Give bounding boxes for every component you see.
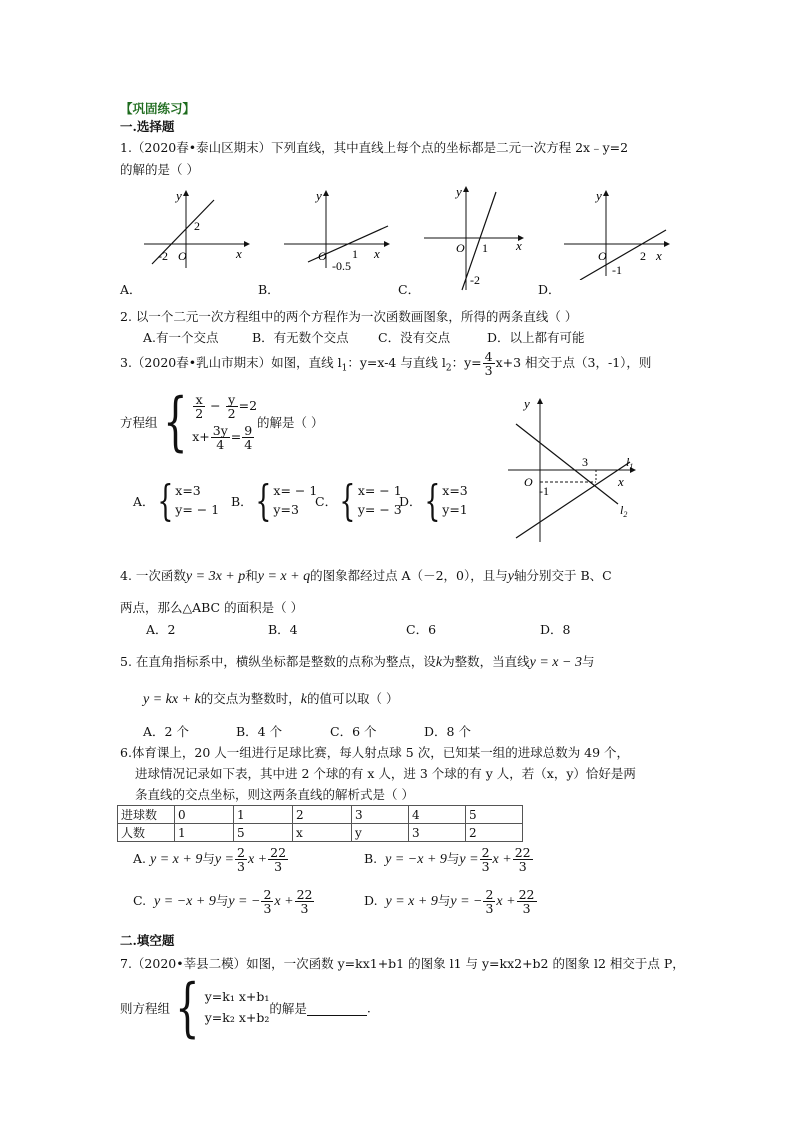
q3-brace: { <box>162 385 188 459</box>
q4-option-c[interactable]: C．6 <box>406 622 437 637</box>
table-cell: y <box>352 824 409 842</box>
q3-graph <box>502 394 652 544</box>
q3-graph-o: O <box>524 475 533 489</box>
q4-option-b[interactable]: B．4 <box>268 622 298 637</box>
q7-brace: { <box>175 971 200 1045</box>
q1-a-o: O <box>178 249 187 263</box>
q3-option-c[interactable]: C．{ x= − 1 y= − 3 <box>315 476 402 525</box>
q1-d-x: x <box>656 248 662 263</box>
q3-option-a[interactable]: A．{ x=3 y= − 1 <box>133 476 220 525</box>
q4-stem-line2: 两点，那么△ABC 的面积是（ ） <box>120 600 304 615</box>
table-cell: 2 <box>466 824 523 842</box>
q2-stem: 2. 以一个二元一次方程组中的两个方程作为一次函数画图象，所得的两条直线（ ） <box>120 309 578 324</box>
q6-stem-line2: 进球情况记录如下表，其中进 2 个球的有 x 人，进 3 个球的有 y 人，若（x，y）恰好是两 <box>135 766 636 781</box>
q1-a-t2: -2 <box>158 249 168 263</box>
q3-graph-l2: $l_2$ <box>620 503 628 519</box>
q7-stem-line1: 7.（2020•莘县二模）如图，一次函数 y=kx1+b1 的图象 l1 与 y=kx2+b2 的图象 l2 相交于点 P， <box>120 956 685 971</box>
q4-option-d[interactable]: D．8 <box>540 622 571 637</box>
q1-option-b[interactable]: B． <box>258 282 280 297</box>
q3-frac: $\frac{4}{3}$ <box>484 349 493 379</box>
table-cell: 人数 <box>118 824 175 842</box>
table-cell: 2 <box>293 806 352 824</box>
section-choice: 一.选择题 <box>120 119 175 134</box>
q1-option-c[interactable]: C． <box>398 282 421 297</box>
q3-graph-l1: $l_1$ <box>626 455 634 471</box>
q5-option-c[interactable]: C．6 个 <box>330 724 377 739</box>
q4-option-a[interactable]: A．2 <box>146 622 176 637</box>
q3-graph-y: y <box>524 396 530 411</box>
q1-c-x: x <box>516 238 522 253</box>
table-cell: 0 <box>175 806 234 824</box>
q6-option-c[interactable]: C. y = −x + 9与y = − $\frac{2}{3}$ x + $\frac{22}{3}$ <box>133 887 313 917</box>
table-row <box>118 806 523 824</box>
section-fill: 二.填空题 <box>120 933 175 948</box>
table-cell: 1 <box>234 806 293 824</box>
q2-option-c[interactable]: C．没有交点 <box>378 330 451 345</box>
q1-c-t2: -2 <box>470 273 480 287</box>
q1-graph-d <box>560 188 672 280</box>
q1-graph-c <box>420 184 532 292</box>
q6-table <box>117 805 523 842</box>
q3-graph-3: 3 <box>582 455 588 469</box>
q2-option-d[interactable]: D．以上都有可能 <box>487 330 585 345</box>
q1-stem-line1: 1.（2020春•泰山区期末）下列直线，其中直线上每个点的坐标都是二元一次方程 2x﹣y=2 <box>120 140 629 155</box>
q1-d-t2: -1 <box>612 263 622 277</box>
table-cell: 3 <box>409 824 466 842</box>
q6-option-d[interactable]: D. y = x + 9与y = − $\frac{2}{3}$ x + $\frac{22}{3}$ <box>364 887 535 917</box>
q6-stem-line3: 条直线的交点坐标，则这两条直线的解析式是（ ） <box>135 787 414 802</box>
table-cell: 进球数 <box>118 806 175 824</box>
table-cell: 3 <box>352 806 409 824</box>
q5-stem-line1: 5. 在直角指标系中，横纵坐标都是整数的点称为整点，设k为整数，当直线y = x − 3与 <box>120 654 595 670</box>
q1-c-t1: 1 <box>482 241 488 255</box>
q1-b-t1: 1 <box>352 247 358 261</box>
q5-stem-line2: y = kx + k的交点为整数时，k的值可以取（ ） <box>143 691 399 707</box>
table-cell: 4 <box>409 806 466 824</box>
q5-option-a[interactable]: A．2 个 <box>143 724 189 739</box>
q6-option-a[interactable]: A. y = x + 9与y = $\frac{2}{3}$ x + $\frac{22}{3}$ <box>133 845 287 875</box>
q1-a-x: x <box>236 246 242 261</box>
q1-stem-line2: 的解的是（ ） <box>120 162 199 177</box>
q1-c-y: y <box>456 184 462 199</box>
q2-option-a[interactable]: A.有一个交点 <box>143 330 219 345</box>
q1-a-y: y <box>176 188 182 203</box>
q6-stem-line1: 6.体育课上，20 人一组进行足球比赛，每人射点球 5 次，已知某一组的进球总数为 49 个， <box>120 745 630 760</box>
q1-b-y: y <box>316 188 322 203</box>
q3-option-b[interactable]: B．{ x= − 1 y=3 <box>231 476 318 525</box>
q6-option-b[interactable]: B. y = −x + 9与y = $\frac{2}{3}$ x + $\frac{22}{3}$ <box>364 845 531 875</box>
q7-system: 则方程组{ y=k₁ x+b₁ y=k₂ x+b₂ 的解是 . <box>120 971 371 1045</box>
q2-option-b[interactable]: B．有无数个交点 <box>252 330 349 345</box>
table-row <box>118 824 523 842</box>
q1-b-x: x <box>374 246 380 261</box>
q1-d-y: y <box>596 188 602 203</box>
q5-option-b[interactable]: B．4 个 <box>236 724 283 739</box>
q3-option-d[interactable]: D．{ x=3 y=1 <box>399 476 468 525</box>
q3-graph-x: x <box>618 474 624 489</box>
table-cell: 1 <box>175 824 234 842</box>
q1-c-o: O <box>456 241 465 255</box>
q1-b-t2: -0.5 <box>332 259 351 270</box>
q7-answer-blank[interactable] <box>307 1001 367 1016</box>
table-cell: 5 <box>466 806 523 824</box>
q1-b-o: O <box>318 249 327 263</box>
table-cell: x <box>293 824 352 842</box>
q4-stem-line1: 4. 一次函数y = 3x + p和y = x + q的图象都经过点 A（－2，0），且与y轴分别交于 B、C <box>120 568 612 584</box>
q1-d-t1: 2 <box>640 249 646 263</box>
q1-option-a[interactable]: A． <box>120 282 142 297</box>
q3-graph-neg1: -1 <box>539 484 549 498</box>
table-cell: 5 <box>234 824 293 842</box>
q1-graph-b <box>280 188 392 270</box>
q5-option-d[interactable]: D．8 个 <box>424 724 471 739</box>
q3-stem: 3.（2020春•乳山市期末）如图，直线 $l_1$：y=x-4 与直线 $l_2$：y= $\frac{4}{3}$ x+3 相交于点（3，-1），则 <box>120 349 652 379</box>
q1-graph-a <box>140 188 252 270</box>
q1-d-o: O <box>598 249 607 263</box>
q1-a-t1: 2 <box>194 219 200 233</box>
section-consolidate: 【巩固练习】 <box>120 101 196 116</box>
q1-option-d[interactable]: D． <box>538 282 561 297</box>
q3-system: 方程组{ $\frac{x}{2}$ − $\frac{y}{2}$ =2 x+ $\frac{3y}{4}$ = $\frac{9}{4}$ 的解是（ ） <box>120 385 324 459</box>
